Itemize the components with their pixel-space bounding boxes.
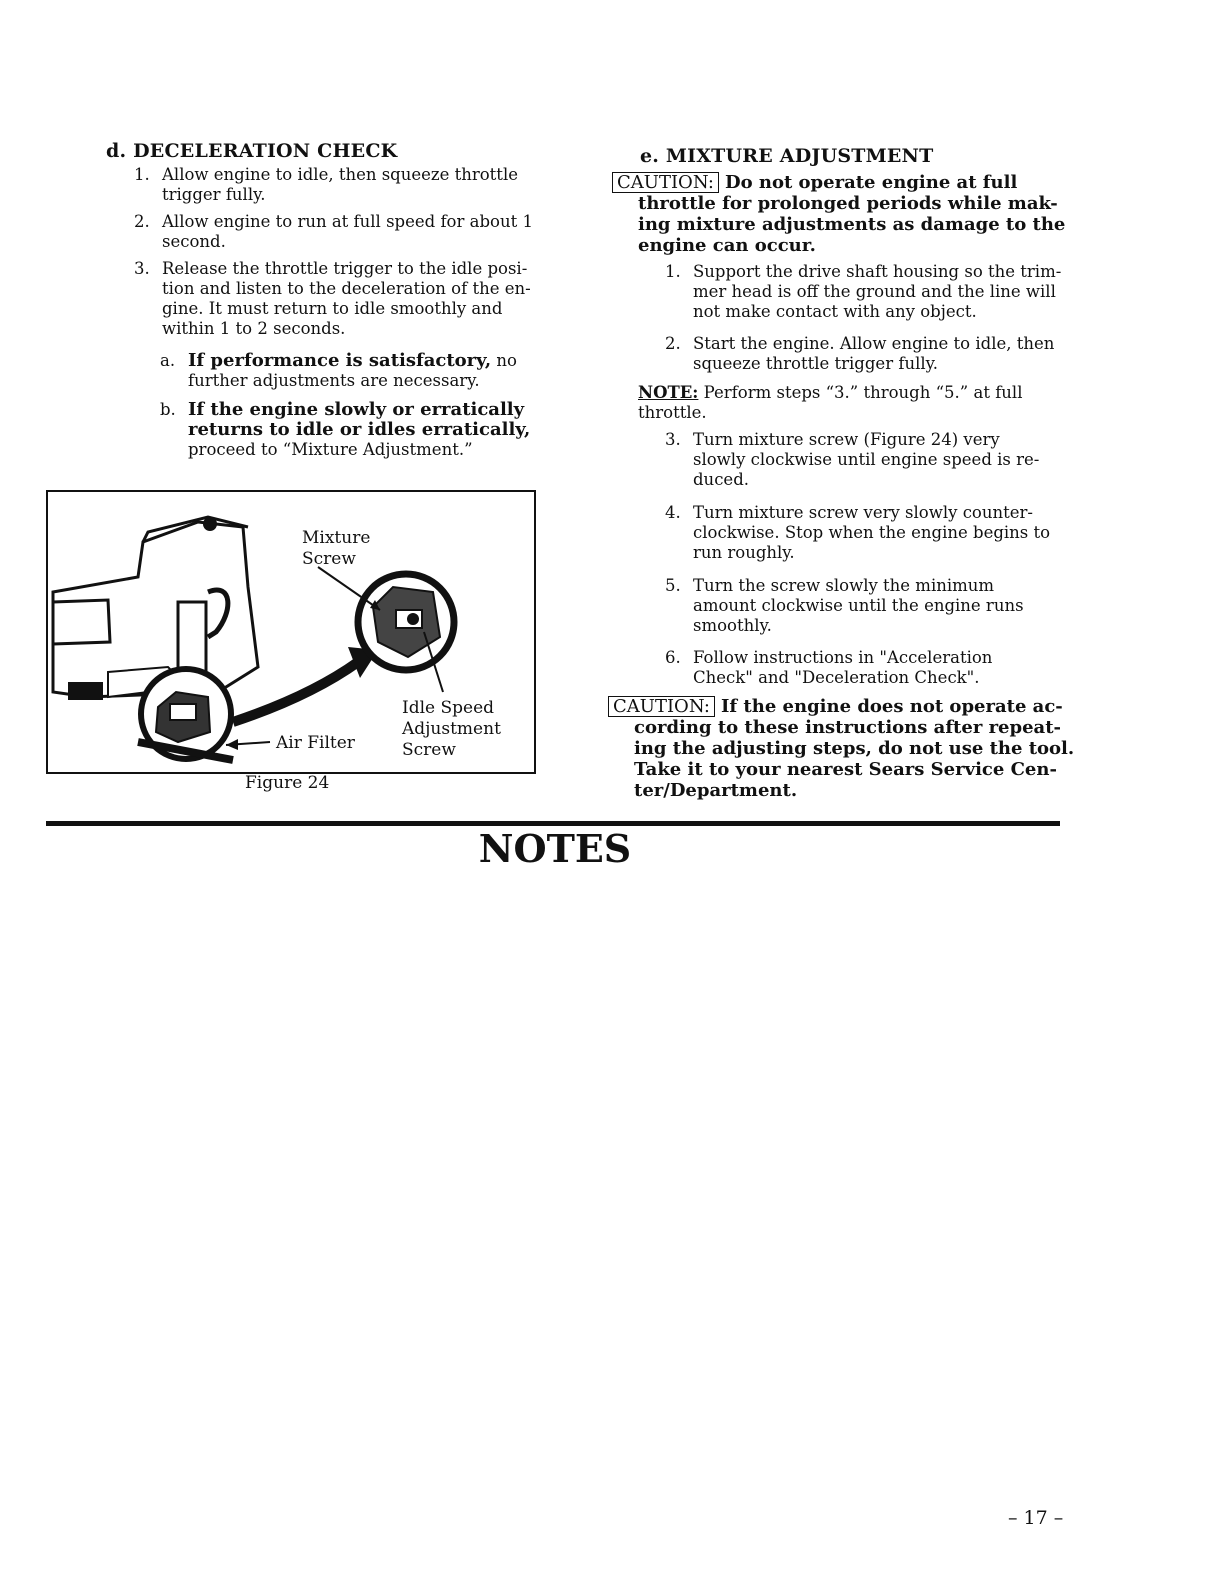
- step-line: Check" and "Deceleration Check".: [693, 668, 980, 687]
- caution-text: cording to these instructions after repeat-: [634, 717, 1061, 738]
- step-number: 3.: [134, 259, 150, 278]
- emphasis-text: If the engine slowly or erratically: [188, 399, 525, 420]
- step-letter: b.: [160, 400, 176, 419]
- step-line: proceed to “Mixture Adjustment.”: [188, 440, 473, 459]
- notes-title: NOTES: [478, 826, 632, 871]
- step-line: within 1 to 2 seconds.: [162, 319, 346, 338]
- step-letter: a.: [160, 351, 176, 370]
- step-line: run roughly.: [693, 543, 795, 562]
- caution-text: If the engine does not operate ac-: [721, 696, 1063, 717]
- mixture-screw-label: Mixture Screw: [302, 528, 371, 569]
- caution-text: Do not operate engine at full: [725, 172, 1018, 193]
- step-line: squeeze throttle trigger fully.: [693, 354, 938, 373]
- caution-block-2: [608, 696, 1078, 801]
- section-heading-mixture: e. MIXTURE ADJUSTMENT: [640, 145, 934, 167]
- step-line: Allow engine to idle, then squeeze throttle: [162, 165, 518, 184]
- note-block: [638, 383, 1078, 423]
- step-number: 2.: [134, 212, 150, 231]
- step-number: 5.: [665, 576, 681, 595]
- figure-24-box: [46, 490, 536, 774]
- caution-label: CAUTION:: [612, 172, 719, 193]
- step-line: gine. It must return to idle smoothly and: [162, 299, 503, 318]
- page-number: – 17 –: [1008, 1507, 1064, 1529]
- step-line: slowly clockwise until engine speed is re-: [693, 450, 1040, 469]
- section-heading-deceleration: d. DECELERATION CHECK: [106, 140, 398, 162]
- step-number: 2.: [665, 334, 681, 353]
- step-line: duced.: [693, 470, 750, 489]
- caution-text: Take it to your nearest Sears Service Cen-: [634, 759, 1057, 780]
- emphasis-text: returns to idle or idles erratically,: [188, 419, 531, 440]
- emphasis-text: If performance is satisfactory,: [188, 350, 492, 371]
- step-line: not make contact with any object.: [693, 302, 977, 321]
- step-line: Follow instructions in "Acceleration: [693, 648, 993, 667]
- step-line: trigger fully.: [162, 185, 266, 204]
- step-line: clockwise. Stop when the engine begins to: [693, 523, 1051, 542]
- step-number: 1.: [665, 262, 681, 281]
- step-line: further adjustments are necessary.: [188, 371, 480, 390]
- note-text: throttle.: [638, 403, 707, 422]
- figure-caption: Figure 24: [245, 773, 330, 793]
- step-line: smoothly.: [693, 616, 772, 635]
- note-text: Perform steps “3.” through “5.” at full: [698, 383, 1023, 402]
- step-line: Turn the screw slowly the minimum: [693, 576, 995, 595]
- caution-text: ing the adjusting steps, do not use the tool.: [634, 738, 1075, 759]
- step-line: amount clockwise until the engine runs: [693, 596, 1024, 615]
- caution-text: throttle for prolonged periods while mak-: [638, 193, 1058, 214]
- step-number: 3.: [665, 430, 681, 449]
- idle-speed-screw-label: Idle Speed Adjustment Screw: [402, 698, 501, 760]
- note-label: NOTE:: [638, 383, 699, 402]
- step-line: no: [491, 351, 517, 370]
- caution-label: CAUTION:: [608, 696, 715, 717]
- step-line: Allow engine to run at full speed for about 1: [162, 212, 533, 231]
- step-line: Support the drive shaft housing so the trim-: [693, 262, 1062, 281]
- caution-text: ter/Department.: [634, 780, 798, 801]
- step-line: tion and listen to the deceleration of the en-: [162, 279, 531, 298]
- caution-text: ing mixture adjustments as damage to the: [638, 214, 1066, 235]
- step-line: Turn mixture screw (Figure 24) very: [693, 430, 1000, 449]
- step-line: Turn mixture screw very slowly counter-: [693, 503, 1033, 522]
- step-line: Start the engine. Allow engine to idle, then: [693, 334, 1055, 353]
- caution-block-1: [612, 172, 1072, 256]
- air-filter-label: Air Filter: [276, 733, 355, 753]
- step-number: 4.: [665, 503, 681, 522]
- step-line: mer head is off the ground and the line will: [693, 282, 1056, 301]
- step-line: second.: [162, 232, 226, 251]
- step-number: 1.: [134, 165, 150, 184]
- step-number: 6.: [665, 648, 681, 667]
- caution-text: engine can occur.: [638, 235, 816, 256]
- step-line: Release the throttle trigger to the idle posi-: [162, 259, 528, 278]
